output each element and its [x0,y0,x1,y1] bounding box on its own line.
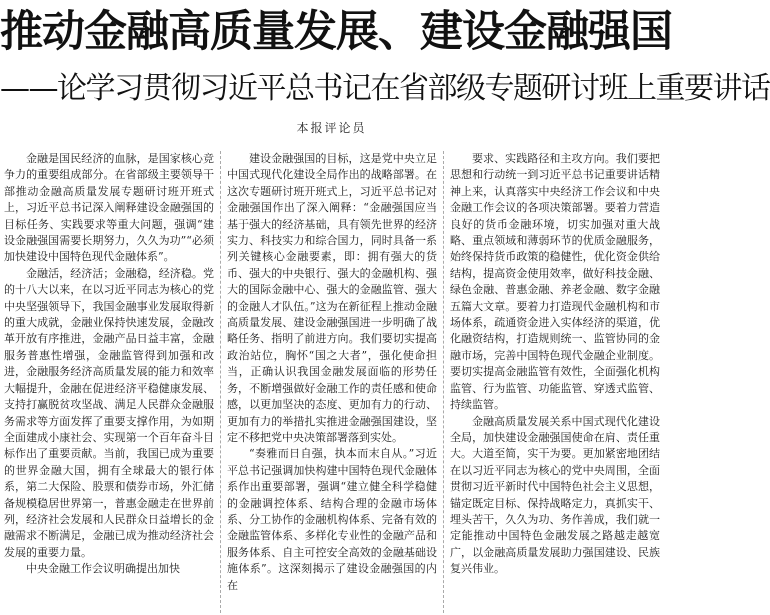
paragraph: “奏雅而日自强，执本而末自从。”习近平总书记强调加快构建中国特色现代金融体系作出重要部署，强调“建立健全科学稳健的金融调控体系、结构合理的金融市场体系、分工协作的金融机构体系、完备有效的金融监管体系、多样化专业性的金融产品和服务体系、自主可控安全高效的金融基础设施体系”。这深刻揭示了建设金融强国的内在 [227,447,437,592]
byline: 本报评论员 [296,121,367,135]
paragraph: 金融活，经济活；金融稳，经济稳。党的十八大以来，在以习近平同志为核心的党中央坚强领导下，我国金融事业发展取得新的重大成就，金融业保持快速发展，金融改革开放有序推进，金融产品日益丰富，金融服务普惠性增强，金融监管得到加强和改进，金融服务经济高质量发展的能力和效率大幅提升，金融在促进经济平稳健康发展、支持打赢脱贫攻坚战、满足人民群众金融服务需求等方面发挥了重要支撑作用，为如期全面建成小康社会、实现第一个百年奋斗目标作出了重要贡献。当前，我国已成为重要的世界金融大国，拥有全球最大的银行体系，第二大保险、股票和债券市场，外汇储备规模稳居世界第一，普惠金融走在世界前列，经济社会发展和人民群众日益增长的金融需求不断满足，金融已成为推动经济社会发展的重要力量。 [4,266,214,559]
column-1 [4,151,214,613]
headline: 推动金融高质量发展、建设金融强国 [0,7,672,57]
column-3 [450,151,660,613]
subheadline: ——论学习贯彻习近平总书记在省部级专题研讨班上重要讲话 [0,71,770,106]
paragraph: 中央金融工作会议明确提出加快 [26,562,180,576]
column-2 [227,151,437,613]
paragraph: 金融高质量发展关系中国式现代化建设全局，加快建设金融强国使命在肩、责任重大。大道至简，实干为要。更加紧密地团结在以习近平同志为核心的党中央周围，全面贯彻习近平新时代中国特色社会主义思想，锚定既定目标、保持战略定力，真抓实干、埋头苦干，久久为功、务作善成，我们就一定能推动中国特色金融发展之路越走越宽广，以金融高质量发展助力强国建设、民族复兴伟业。 [450,414,660,576]
paragraph: 要求、实践路径和主攻方向。我们要把思想和行动统一到习近平总书记重要讲话精神上来，认真落实中央经济工作会议和中央金融工作会议的各项决策部署。要着力营造良好的货币金融环境，切实加强对重大战略、重点领域和薄弱环节的优质金融服务，始终保持货币政策的稳健性，优化资金供给结构，提高资金使用效率，做好科技金融、绿色金融、普惠金融、养老金融、数字金融五篇大文章。要着力打造现代金融机构和市场体系，疏通资金进入实体经济的渠道，优化融资结构，打造规则统一、监管协同的金融市场，完善中国特色现代金融企业制度。要切实提高金融监管有效性，全面强化机构监管、行为监管、功能监管、穿透式监管、持续监管。 [450,152,660,412]
article-body [4,151,660,613]
paragraph: 建设金融强国的目标，这是党中央立足中国式现代化建设全局作出的战略部署。在这次专题研讨班开班式上，习近平总书记对金融强国作出了深入阐释：“金融强国应当基于强大的经济基础，具有领先世界的经济实力、科技实力和综合国力，同时具备一系列关键核心金融要素，即：拥有强大的货币、强大的中央银行、强大的金融机构、强大的国际金融中心、强大的金融监管、强大的金融人才队伍。”这为在新征程上推动金融高质量发展、建设金融强国进一步明确了战略任务、指明了前进方向。我们要切实提高政治站位，胸怀“国之大者”，强化使命担当，正确认识我国金融发展面临的形势任务，不断增强做好金融工作的责任感和使命感，以更加坚决的态度、更加有力的行动、更加有力的举措扎实推进金融强国建设，坚定不移把党中央决策部署落到实处。 [227,152,437,444]
column-divider [220,151,221,613]
column-divider [443,151,444,613]
paragraph: 金融是国民经济的血脉，是国家核心竞争力的重要组成部分。在省部级主要领导干部推动金融高质量发展专题研讨班开班式上，习近平总书记深入阐释建设金融强国的目标任务、实践要求等重大问题，强调“建设金融强国需要长期努力，久久为功”“必须加快建设中国特色现代金融体系”。 [4,152,214,264]
